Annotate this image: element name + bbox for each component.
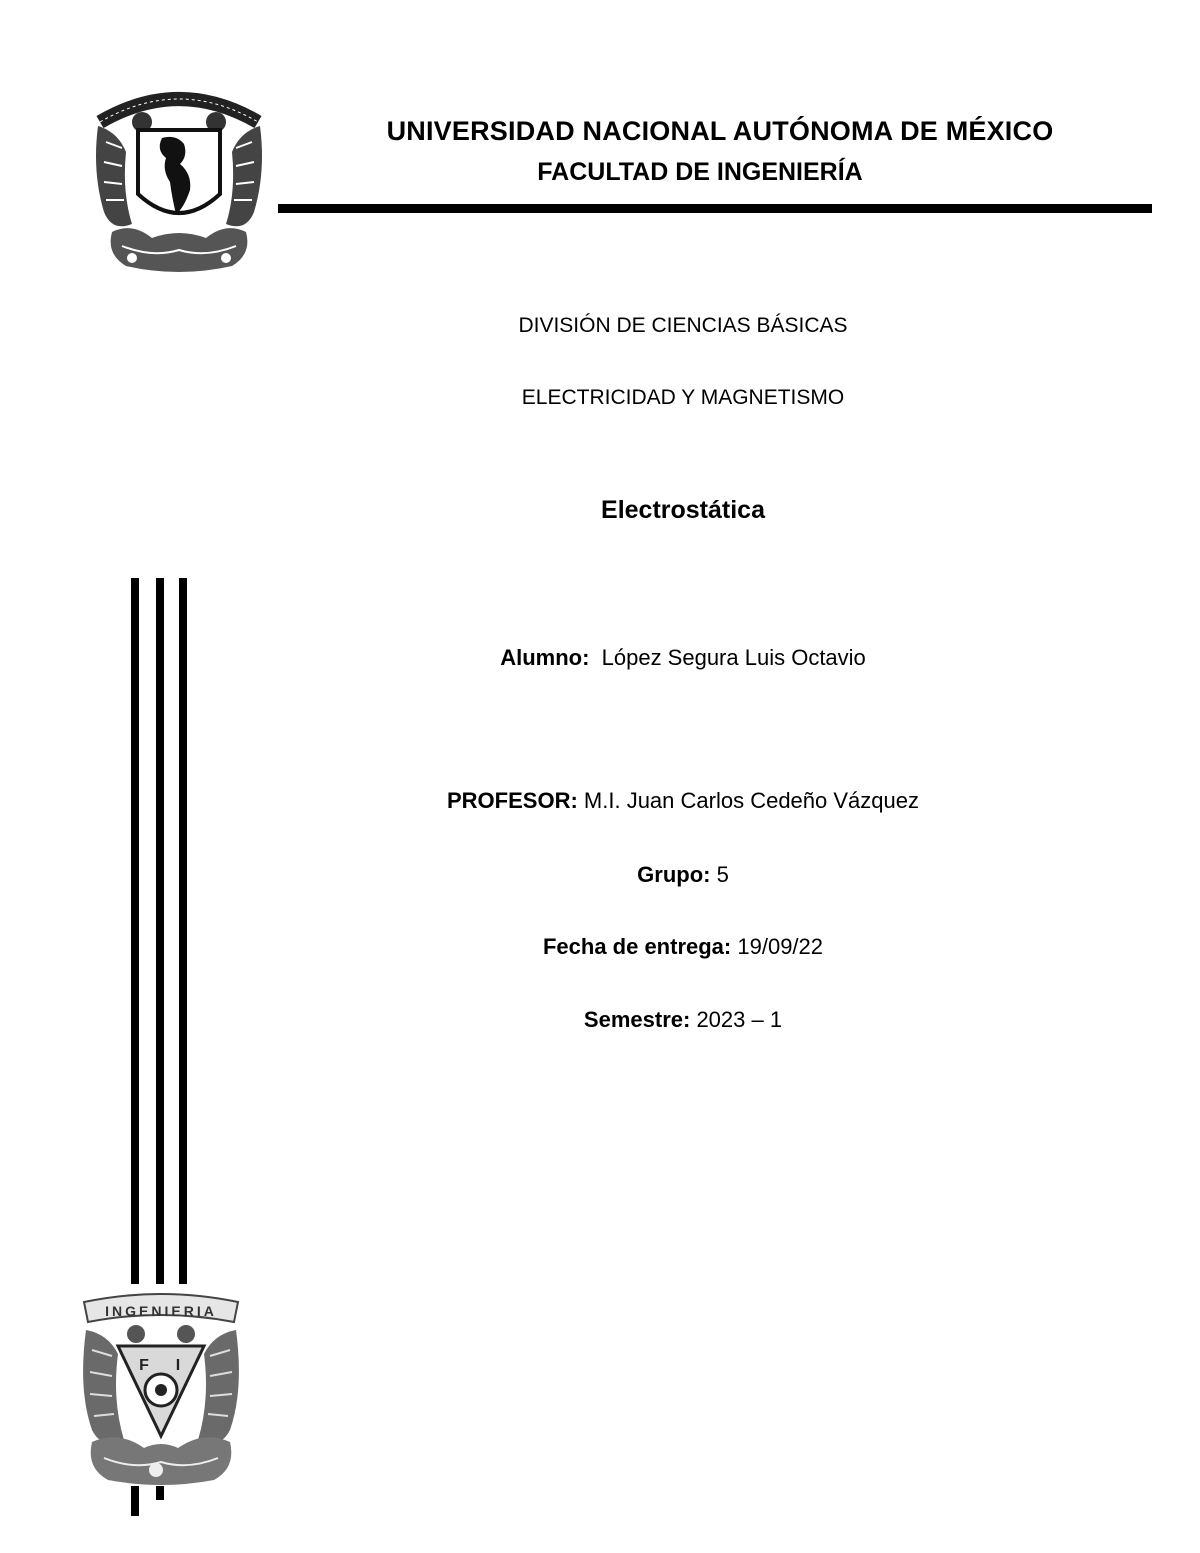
student-label: Alumno: — [500, 645, 590, 670]
semester-field — [283, 1007, 1083, 1033]
group-label: Grupo: — [637, 862, 711, 887]
division-name: DIVISIÓN DE CIENCIAS BÁSICAS — [518, 314, 848, 337]
student-field — [283, 645, 1083, 671]
svg-text:F: F — [139, 1357, 149, 1374]
group-field — [283, 862, 1083, 888]
svg-text:I: I — [175, 1357, 181, 1374]
unam-seal-icon — [92, 82, 266, 272]
vertical-line-middle-bottom — [156, 1486, 164, 1500]
university-name: UNIVERSIDAD NACIONAL AUTÓNOMA DE MÉXICO — [386, 116, 1054, 146]
due-date-label: Fecha de entrega: — [542, 934, 732, 959]
subject-name: ELECTRICIDAD Y MAGNETISMO — [521, 386, 845, 409]
header-rule — [278, 204, 1152, 213]
group-value: 5 — [716, 862, 729, 887]
professor-name: M.I. Juan Carlos Cedeño Vázquez — [583, 788, 919, 813]
due-date-value: 19/09/22 — [737, 934, 824, 959]
vertical-line-left — [131, 578, 139, 1284]
semester-label: Semestre: — [583, 1007, 691, 1032]
professor-field — [283, 788, 1083, 814]
vertical-line-left-bottom — [131, 1486, 139, 1516]
vertical-line-middle — [156, 578, 164, 1284]
fi-seal-icon — [78, 1290, 244, 1486]
semester-value: 2023 – 1 — [696, 1007, 783, 1032]
student-name: López Segura Luis Octavio — [601, 645, 866, 670]
professor-label: PROFESOR: — [447, 788, 578, 813]
faculty-name: FACULTAD DE INGENIERÍA — [537, 158, 863, 186]
vertical-line-right — [179, 578, 187, 1284]
due-date-field — [283, 934, 1083, 960]
svg-text:INGENIERIA: INGENIERIA — [105, 1303, 217, 1319]
document-title: Electrostática — [601, 496, 765, 524]
